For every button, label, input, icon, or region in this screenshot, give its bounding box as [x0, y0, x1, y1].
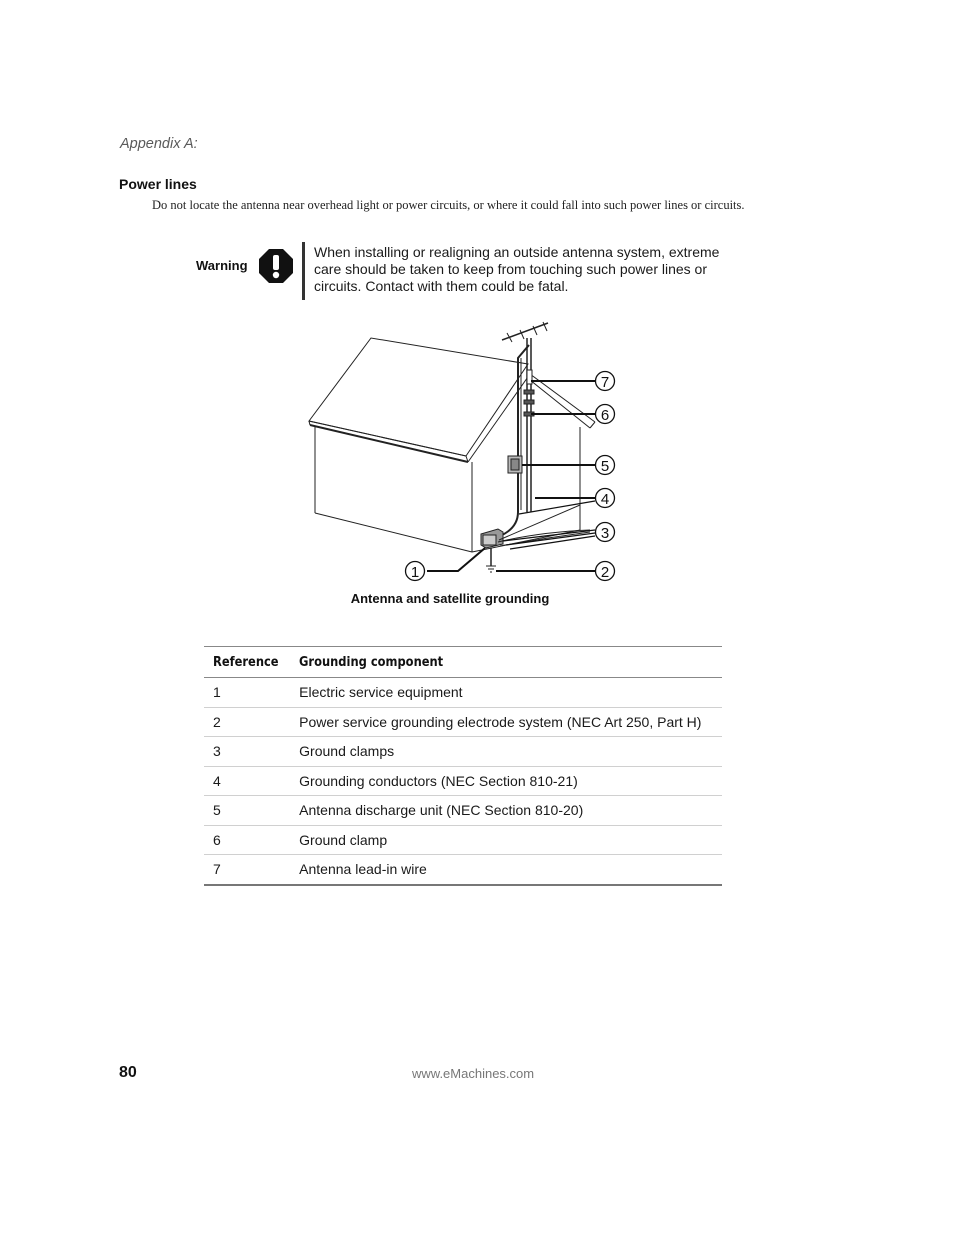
callout-label-3: 3 — [600, 525, 610, 542]
callout-label-4: 4 — [600, 491, 610, 508]
table-cell-component: Grounding conductors (NEC Section 810-21) — [290, 766, 722, 796]
exclamation-icon — [258, 248, 294, 284]
warning-divider — [302, 242, 305, 300]
grounding-table — [204, 646, 722, 886]
table-cell-component: Power service grounding electrode system (NEC Art 250, Part H) — [290, 707, 722, 737]
table-cell-reference: 5 — [204, 796, 290, 826]
grounding-diagram — [300, 318, 630, 590]
table-cell-component: Ground clamp — [290, 825, 722, 855]
table-cell-reference: 1 — [204, 678, 290, 708]
warning-label: Warning — [196, 258, 248, 273]
table-header-row — [204, 647, 722, 678]
running-head: Appendix A: — [120, 136, 198, 152]
table-cell-component: Electric service equipment — [290, 678, 722, 708]
callout-label-5: 5 — [600, 458, 610, 475]
callout-label-1: 1 — [410, 564, 420, 581]
table-cell-reference: 4 — [204, 766, 290, 796]
table-row — [204, 678, 722, 708]
table-row — [204, 796, 722, 826]
table-cell-component: Antenna discharge unit (NEC Section 810-20) — [290, 796, 722, 826]
table-header-component: Grounding component — [290, 647, 722, 678]
table-row — [204, 707, 722, 737]
table-cell-reference: 7 — [204, 855, 290, 885]
table-header-reference: Reference — [204, 647, 290, 678]
table-row — [204, 825, 722, 855]
table-cell-component: Ground clamps — [290, 737, 722, 767]
figure-caption: Antenna and satellite grounding — [350, 591, 550, 606]
table-cell-reference: 3 — [204, 737, 290, 767]
footer-url: www.eMachines.com — [412, 1066, 535, 1081]
table-cell-reference: 2 — [204, 707, 290, 737]
table-cell-reference: 6 — [204, 825, 290, 855]
table-row — [204, 855, 722, 885]
section-title: Power lines — [119, 176, 197, 192]
callout-label-6: 6 — [600, 407, 610, 424]
table-cell-component: Antenna lead-in wire — [290, 855, 722, 885]
warning-text: When installing or realigning an outside antenna system, extreme care should be taken to keep from touching such power lines or circuits. Contact with them could be fatal. — [314, 244, 720, 294]
page-number: 80 — [119, 1064, 137, 1081]
table-row — [204, 766, 722, 796]
table-row — [204, 737, 722, 767]
section-body: Do not locate the antenna near overhead light or power circuits, or where it could fall into such power lines or circuits. — [152, 198, 745, 212]
callout-label-2: 2 — [600, 564, 610, 581]
callout-label-7: 7 — [600, 374, 610, 391]
